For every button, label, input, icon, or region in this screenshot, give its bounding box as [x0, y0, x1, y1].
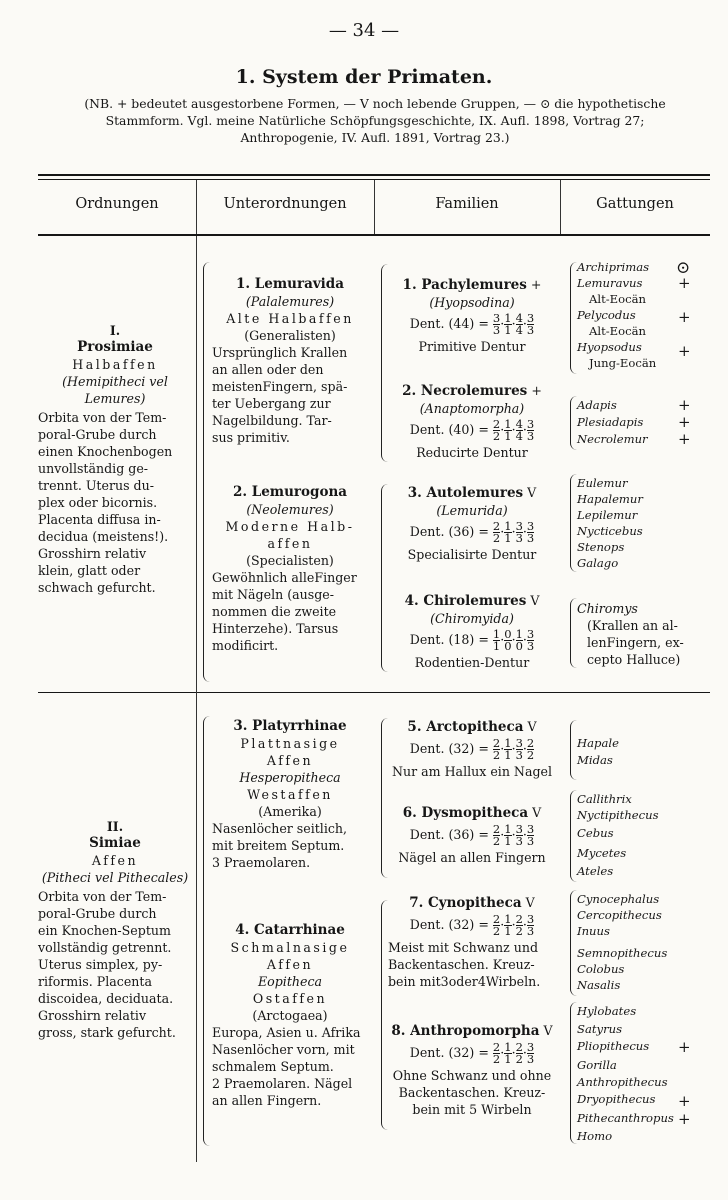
- header-gattungen: Gattungen: [596, 196, 674, 212]
- desc-line: ter Uebergang zur: [212, 396, 331, 411]
- genus-name: Midas: [577, 753, 613, 767]
- genus-name: Homo: [577, 1129, 613, 1143]
- caption-line: bein mit3oder4Wirbeln.: [388, 974, 541, 989]
- extinct-symbol: +: [531, 383, 542, 398]
- desc-line: Nasenlöcher seitlich,: [212, 821, 348, 836]
- desc-line: klein, glatt oder: [38, 563, 141, 578]
- order-number: II.: [106, 819, 124, 834]
- desc-line: plex oder bicornis.: [38, 495, 158, 510]
- section-divider: [38, 692, 710, 693]
- table-top-rule: [38, 174, 710, 176]
- genus-name: Plesiadapis: [577, 415, 644, 429]
- genus-brace: [570, 1002, 577, 1144]
- desc-line: Grosshirn relativ: [38, 1008, 147, 1023]
- suborder-name: 2. Lemurogona: [232, 484, 348, 500]
- genera-group: [577, 398, 648, 449]
- genus-name: Lepilemur: [577, 508, 638, 522]
- legend-note-line: (NB. + bedeutet ausgestorbene Formen, — V noch lebende Gruppen, — ⊙ die hypothetische: [84, 96, 666, 111]
- family-anthropomorpha: [388, 1022, 556, 1118]
- desc-line: modificirt.: [212, 638, 279, 653]
- family-pachylemures: [388, 276, 556, 355]
- family-latin: (Lemurida): [436, 503, 508, 518]
- genus-name: Hapalemur: [577, 492, 643, 506]
- extinct-symbol: +: [530, 277, 542, 292]
- dental-label: Dent. (44) =: [409, 316, 489, 331]
- suborder-platyrrhinae: [212, 718, 368, 871]
- column-divider: [196, 236, 197, 692]
- extinct-symbol: +: [678, 1038, 691, 1056]
- suborder-german: affen: [267, 536, 313, 551]
- desc-line: riformis. Placenta: [38, 974, 152, 989]
- family-name: 8. Anthropomorpha: [391, 1023, 540, 1039]
- family-name: 4. Chirolemures: [404, 593, 527, 609]
- genus-name: Nyctipithecus: [577, 808, 659, 822]
- dental-label: Dent. (36) =: [409, 827, 489, 842]
- genus-name: Pelycodus: [577, 308, 636, 322]
- desc-line: Placenta diffusa in-: [38, 512, 161, 527]
- suborder-lemurogona: [212, 484, 368, 654]
- extinct-symbol: +: [678, 342, 691, 360]
- genus-brace: [570, 720, 577, 780]
- family-brace: [381, 264, 388, 462]
- suborder-description: [212, 569, 368, 654]
- living-symbol: V: [532, 805, 542, 820]
- suborder-description: [212, 344, 368, 446]
- extinct-symbol: +: [678, 1092, 691, 1110]
- family-name: 3. Autolemures: [407, 485, 524, 501]
- dental-label: Dent. (40) =: [409, 422, 489, 437]
- genus-note: cepto Halluce): [587, 652, 681, 667]
- family-caption: Nur am Hallux ein Nagel: [391, 764, 553, 779]
- genus-name: Cercopithecus: [577, 908, 662, 922]
- desc-line: unvollständig ge-: [38, 461, 149, 476]
- genus-name: Pliopithecus: [577, 1039, 650, 1053]
- genus-name: Satyrus: [577, 1022, 623, 1036]
- family-caption: Nägel an allen Fingern: [398, 850, 546, 865]
- suborder-german: Moderne Halb-: [225, 519, 355, 534]
- order-name: Simiae: [89, 835, 141, 851]
- genus-name: Nasalis: [577, 978, 621, 992]
- order-german-name: Halbaffen: [72, 357, 158, 372]
- dental-formula: Dent. (40) = $\frac{2}{2}$ · $\frac{1}{1}$ · $\frac{4}{4}$ · $\frac{3}{3}$: [409, 417, 535, 443]
- extinct-symbol: +: [678, 274, 691, 292]
- family-brace: [381, 900, 388, 1130]
- family-name: 1. Pachylemures: [402, 277, 527, 293]
- page-number: — 34 —: [328, 20, 400, 41]
- genus-name: Necrolemur: [577, 432, 648, 446]
- genus-name: Dryopithecus: [577, 1092, 656, 1106]
- order-synonym: (Hemipitheci vel Lemures): [62, 374, 168, 406]
- suborder-group: (Generalisten): [244, 328, 336, 343]
- family-latin: (Anaptomorpha): [419, 401, 525, 416]
- family-latin: (Hyopsodina): [429, 295, 515, 310]
- desc-line: schwach gefurcht.: [38, 580, 156, 595]
- family-caption: Primitive Dentur: [418, 339, 526, 354]
- genus-brace: [570, 598, 577, 668]
- desc-line: poral-Grube durch: [38, 906, 157, 921]
- header-bottom-rule: [38, 234, 710, 236]
- dental-formula: Dent. (32) = $\frac{2}{2}$ · $\frac{1}{1}$ · $\frac{2}{2}$ · $\frac{3}{3}$: [409, 1040, 535, 1066]
- dental-label: Dent. (32) =: [409, 917, 489, 932]
- suborder-group: (Specialisten): [246, 553, 334, 568]
- suborder-name: 1. Lemuravida: [236, 276, 344, 292]
- desc-line: Grosshirn relativ: [38, 546, 147, 561]
- family-caption: Specialisirte Dentur: [407, 547, 537, 562]
- desc-line: meistenFingern, spä-: [212, 379, 348, 394]
- genus-brace: [570, 890, 577, 996]
- living-symbol: V: [525, 895, 535, 910]
- genus-name: Colobus: [577, 962, 625, 976]
- genus-name: Lemuravus: [577, 276, 643, 290]
- dental-formula: Dent. (36) = $\frac{2}{2}$ · $\frac{1}{1}$ · $\frac{3}{3}$ · $\frac{3}{3}$: [409, 519, 535, 545]
- order-description: [36, 888, 194, 1041]
- header-familien: Familien: [435, 196, 499, 212]
- suborder-group: (Arctogaea): [252, 1008, 328, 1023]
- genus-name: Galago: [577, 556, 619, 570]
- genus-name: Anthropithecus: [577, 1075, 668, 1089]
- caption-line: Ohne Schwanz und ohne: [392, 1068, 552, 1083]
- genus-name: Ateles: [577, 864, 614, 878]
- hypothetical-symbol: ⊙: [676, 258, 691, 278]
- family-cynopitheca: [388, 894, 556, 990]
- order-synonym: (Pitheci vel Pithecales): [41, 870, 189, 885]
- family-arctopitheca: [388, 718, 556, 780]
- genus-name: Gorilla: [577, 1058, 617, 1072]
- genera-group: [577, 736, 619, 770]
- dental-formula: Dent. (32) = $\frac{2}{2}$ · $\frac{1}{1}$ · $\frac{3}{3}$ · $\frac{2}{2}$: [409, 736, 535, 762]
- family-autolemures: [388, 484, 556, 563]
- suborder-german: Alte Halbaffen: [226, 311, 354, 326]
- desc-line: Uterus simplex, py-: [38, 957, 163, 972]
- suborder-german: Schmalnasige: [230, 940, 350, 955]
- suborder-description: [212, 1024, 368, 1109]
- genera-group: [577, 892, 667, 994]
- caption-line: Backentaschen. Kreuz-: [388, 957, 535, 972]
- genus-name: Nycticebus: [577, 524, 643, 538]
- genus-brace: [570, 396, 577, 450]
- desc-line: Orbita von der Tem-: [38, 889, 167, 904]
- suborder-german: Ostaffen: [252, 991, 328, 1006]
- extinct-symbol: +: [678, 430, 691, 448]
- genus-name: Cebus: [577, 826, 614, 840]
- desc-line: Orbita von der Tem-: [38, 410, 167, 425]
- family-brace: [381, 718, 388, 878]
- desc-line: trennt. Uterus du-: [38, 478, 154, 493]
- extinct-symbol: +: [678, 308, 691, 326]
- genus-name: Hapale: [577, 736, 619, 750]
- genus-name: Cynocephalus: [577, 892, 660, 906]
- header-ordnungen: Ordnungen: [75, 196, 159, 212]
- dental-formula: Dent. (32) = $\frac{2}{2}$ · $\frac{1}{1}$ · $\frac{2}{2}$ · $\frac{3}{3}$: [409, 912, 535, 938]
- suborder-description: [212, 820, 368, 871]
- suborder-name: 3. Platyrrhinae: [233, 718, 347, 734]
- header-unterordnungen: Unterordnungen: [223, 196, 347, 212]
- suborder-brace: [203, 262, 210, 682]
- caption-line: bein mit 5 Wirbeln: [412, 1102, 532, 1117]
- family-name: 2. Necrolemures: [402, 383, 528, 399]
- suborder-catarrhinae: [212, 922, 368, 1109]
- desc-line: Nagelbildung. Tar-: [212, 413, 332, 428]
- genus-brace: [570, 262, 577, 374]
- caption-line: Backentaschen. Kreuz-: [398, 1085, 546, 1100]
- genus-note: (Krallen an al-: [587, 618, 678, 633]
- suborder-brace: [203, 716, 210, 1146]
- dental-label: Dent. (18) =: [409, 632, 489, 647]
- living-symbol: V: [527, 485, 537, 500]
- desc-line: an allen Fingern.: [212, 1093, 322, 1108]
- family-name: 6. Dysmopitheca: [402, 805, 529, 821]
- suborder-german: Affen: [266, 957, 314, 972]
- genus-note: lenFingern, ex-: [587, 635, 684, 650]
- suborder-latin: (Palalemures): [245, 294, 335, 309]
- family-necrolemures: [388, 382, 556, 461]
- desc-line: poral-Grube durch: [38, 427, 157, 442]
- desc-line: Europa, Asien u. Afrika: [212, 1025, 361, 1040]
- genera-group: [577, 792, 659, 880]
- suborder-latin: (Neolemures): [246, 502, 334, 517]
- dental-formula: Dent. (36) = $\frac{2}{2}$ · $\frac{1}{1}$ · $\frac{3}{3}$ · $\frac{3}{3}$: [409, 822, 535, 848]
- desc-line: Nasenlöcher vorn, mit: [212, 1042, 355, 1057]
- desc-line: 3 Praemolaren.: [212, 855, 311, 870]
- genus-epoch: Jung-Eocän: [589, 356, 657, 370]
- genus-name: Adapis: [577, 398, 617, 412]
- genus-name: Archiprimas: [577, 260, 650, 274]
- family-caption: [388, 939, 556, 990]
- family-name: 7. Cynopitheca: [409, 895, 522, 911]
- suborder-german: Plattnasige: [240, 736, 340, 751]
- living-symbol: V: [527, 719, 537, 734]
- desc-line: mit breitem Septum.: [212, 838, 345, 853]
- order-german-name: Affen: [91, 853, 139, 868]
- genus-name: Chiromys: [577, 601, 638, 616]
- genus-name: Mycetes: [577, 846, 627, 860]
- genus-name: Eulemur: [577, 476, 628, 490]
- desc-line: discoidea, deciduata.: [38, 991, 174, 1006]
- genus-name: Pithecanthropus: [577, 1111, 674, 1125]
- genus-epoch: Alt-Eocän: [589, 292, 646, 306]
- dental-label: Dent. (32) =: [409, 1045, 489, 1060]
- desc-line: einen Knochenbogen: [38, 444, 173, 459]
- genus-name: Semnopithecus: [577, 946, 668, 960]
- page-title: 1. System der Primaten.: [235, 66, 493, 88]
- family-brace: [381, 484, 388, 672]
- desc-line: nommen die zweite: [212, 604, 337, 619]
- desc-line: an allen oder den: [212, 362, 324, 377]
- genus-brace: [570, 790, 577, 882]
- dental-formula: Dent. (18) = $\frac{1}{1}$ · $\frac{0}{0}$ · $\frac{1}{0}$ · $\frac{3}{3}$: [409, 627, 535, 653]
- desc-line: vollständig getrennt.: [38, 940, 172, 955]
- desc-line: mit Nägeln (ausge-: [212, 587, 334, 602]
- family-chirolemures: [388, 592, 556, 671]
- genera-group: [577, 476, 643, 572]
- column-divider: [196, 692, 197, 1162]
- extinct-symbol: +: [678, 1110, 691, 1128]
- family-dysmopitheca: [388, 804, 556, 866]
- legend-note-line: Anthropogenie, IV. Aufl. 1891, Vortrag 23.): [240, 130, 510, 145]
- suborder-german: Westaffen: [247, 787, 333, 802]
- order-simiae: [36, 818, 194, 1041]
- genera-group: [577, 260, 656, 372]
- genus-name: Inuus: [577, 924, 610, 938]
- genus-name: Callithrix: [577, 792, 632, 806]
- suborder-name: 4. Catarrhinae: [235, 922, 345, 938]
- living-symbol: V: [543, 1023, 553, 1038]
- order-description: [36, 409, 194, 596]
- suborder-lemuravida: [212, 276, 368, 446]
- caption-line: Meist mit Schwanz und: [388, 940, 539, 955]
- family-name: 5. Arctopitheca: [407, 719, 524, 735]
- family-caption: Rodentien-Dentur: [414, 655, 530, 670]
- family-caption: [388, 1067, 556, 1118]
- desc-line: 2 Praemolaren. Nägel: [212, 1076, 353, 1091]
- genus-epoch: Alt-Eocän: [589, 324, 646, 338]
- genera-group: [577, 600, 684, 668]
- suborder-latin: Eopitheca: [257, 974, 323, 989]
- genus-name: Hylobates: [577, 1004, 637, 1018]
- suborder-latin: Hesperopitheca: [239, 770, 341, 785]
- order-number: I.: [109, 323, 121, 338]
- genus-brace: [570, 474, 577, 572]
- desc-line: ein Knochen-Septum: [38, 923, 171, 938]
- genera-group: [577, 1004, 674, 1146]
- dental-formula: Dent. (44) = $\frac{3}{3}$ · $\frac{1}{1}$ · $\frac{4}{4}$ · $\frac{3}{3}$: [409, 311, 535, 337]
- suborder-group: (Amerika): [258, 804, 322, 819]
- dental-label: Dent. (32) =: [409, 741, 489, 756]
- genus-name: Stenops: [577, 540, 625, 554]
- extinct-symbol: +: [678, 396, 691, 414]
- family-latin: (Chiromyida): [430, 611, 514, 626]
- living-symbol: V: [530, 593, 540, 608]
- suborder-german: Affen: [266, 753, 314, 768]
- extinct-symbol: +: [678, 413, 691, 431]
- desc-line: decidua (meistens!).: [38, 529, 169, 544]
- legend-note-line: Stammform. Vgl. meine Natürliche Schöpfungsgeschichte, IX. Aufl. 1898, Vortrag 27;: [105, 113, 645, 128]
- dental-label: Dent. (36) =: [409, 524, 489, 539]
- desc-line: schmalem Septum.: [212, 1059, 334, 1074]
- desc-line: Gewöhnlich alleFinger: [212, 570, 357, 585]
- legend-note: [30, 95, 720, 146]
- order-name: Prosimiae: [77, 339, 153, 355]
- desc-line: sus primitiv.: [212, 430, 290, 445]
- desc-line: Ursprünglich Krallen: [212, 345, 348, 360]
- desc-line: gross, stark gefurcht.: [38, 1025, 176, 1040]
- desc-line: Hinterzehe). Tarsus: [212, 621, 339, 636]
- family-caption: Reducirte Dentur: [416, 445, 528, 460]
- order-prosimiae: [36, 322, 194, 596]
- genus-name: Hyopsodus: [577, 340, 642, 354]
